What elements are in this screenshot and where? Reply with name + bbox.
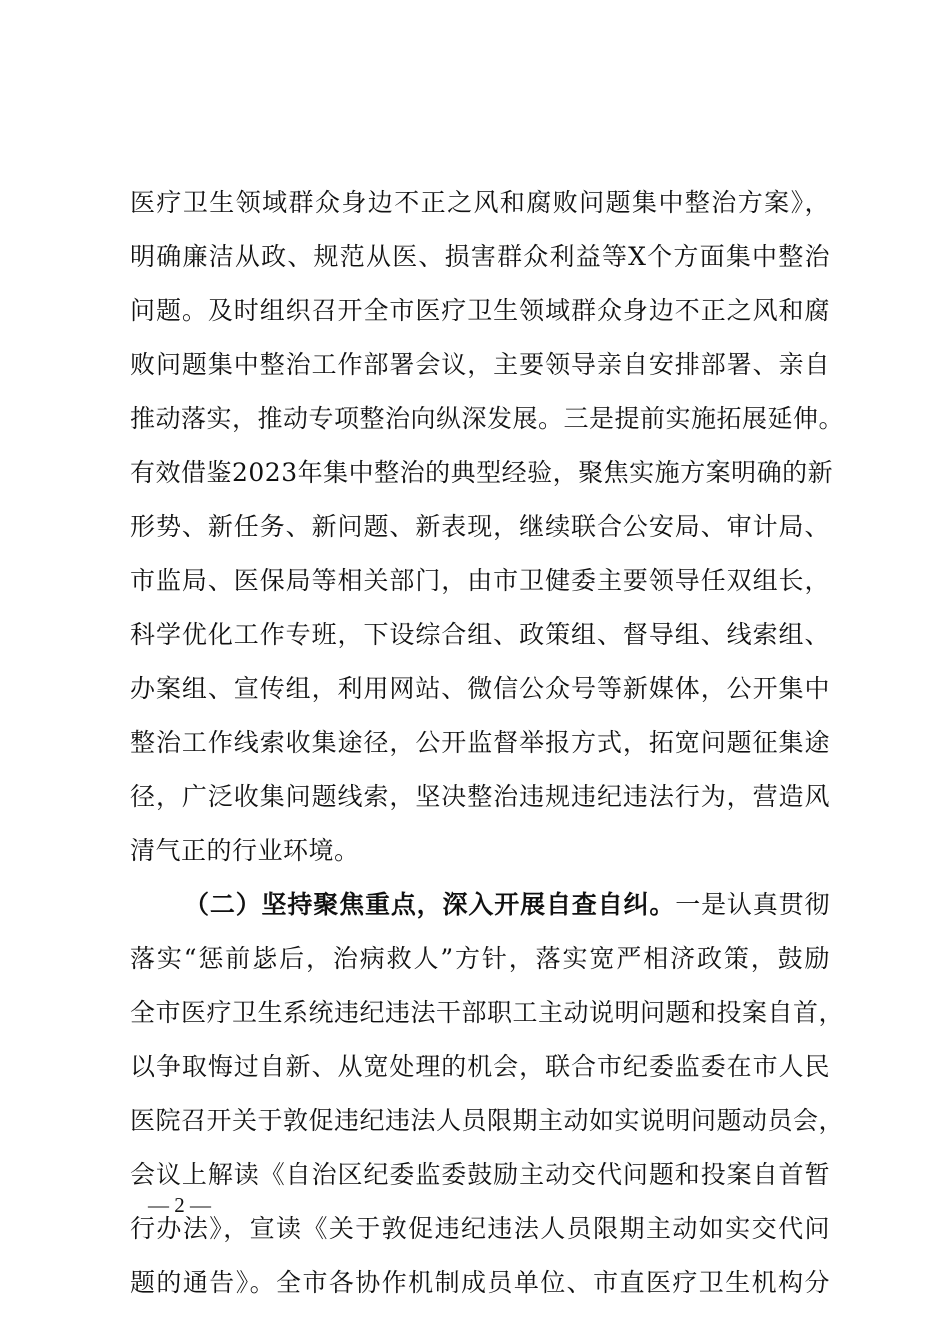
text-line: 形势、新任务、新问题、新表现，继续联合公安局、审计局、 (130, 512, 830, 541)
text-line: 明确廉洁从政、规范从医、损害群众利益等X个方面集中整治 (130, 242, 830, 271)
text-line: 推动落实，推动专项整治向纵深发展。三是提前实施拓展延伸。 (130, 404, 845, 433)
text-line: 清气正的行业环境。 (130, 836, 360, 865)
section-2-first-line (130, 878, 830, 932)
text-line: 径，广泛收集问题线索，坚决整治违规违纪违法行为，营造风 (130, 782, 830, 811)
section-2-heading: （二）坚持聚焦重点，深入开展自查自纠。 (184, 890, 676, 919)
text-line: 科学优化工作专班，下设综合组、政策组、督导组、线索组、 (130, 620, 830, 649)
section-2-first-line-rest: 一是认真贯彻 (675, 890, 830, 919)
text-line: 有效借鉴2023年集中整治的典型经验，聚焦实施方案明确的新 (130, 458, 834, 487)
text-line: 市监局、医保局等相关部门，由市卫健委主要领导任双组长， (130, 566, 830, 595)
text-line: 问题。及时组织召开全市医疗卫生领域群众身边不正之风和腐 (130, 296, 830, 325)
text-line: 落实“惩前毖后，治病救人”方针，落实宽严相济政策，鼓励 (130, 944, 830, 973)
text-line: 败问题集中整治工作部署会议，主要领导亲自安排部署、亲自 (130, 350, 830, 379)
text-line: 办案组、宣传组，利用网站、微信公众号等新媒体，公开集中 (130, 674, 830, 703)
text-line: 医疗卫生领域群众身边不正之风和腐败问题集中整治方案》， (130, 188, 830, 217)
body-text (130, 176, 845, 1310)
text-line: 整治工作线索收集途径，公开监督举报方式，拓宽问题征集途 (130, 728, 830, 757)
text-line: 行办法》，宣读《关于敦促违纪违法人员限期主动如实交代问 (130, 1214, 830, 1243)
page-number: — 2 — (148, 1193, 211, 1217)
text-line: 全市医疗卫生系统违纪违法干部职工主动说明问题和投案自首， (130, 998, 845, 1027)
text-line: 医院召开关于敦促违纪违法人员限期主动如实说明问题动员会， (130, 1106, 845, 1135)
text-line: 题的通告》。全市各协作机制成员单位、市直医疗卫生机构分 (130, 1268, 830, 1297)
text-line: 以争取悔过自新、从宽处理的机会，联合市纪委监委在市人民 (130, 1052, 830, 1081)
text-line: 会议上解读《自治区纪委监委鼓励主动交代问题和投案自首暂 (130, 1160, 830, 1189)
